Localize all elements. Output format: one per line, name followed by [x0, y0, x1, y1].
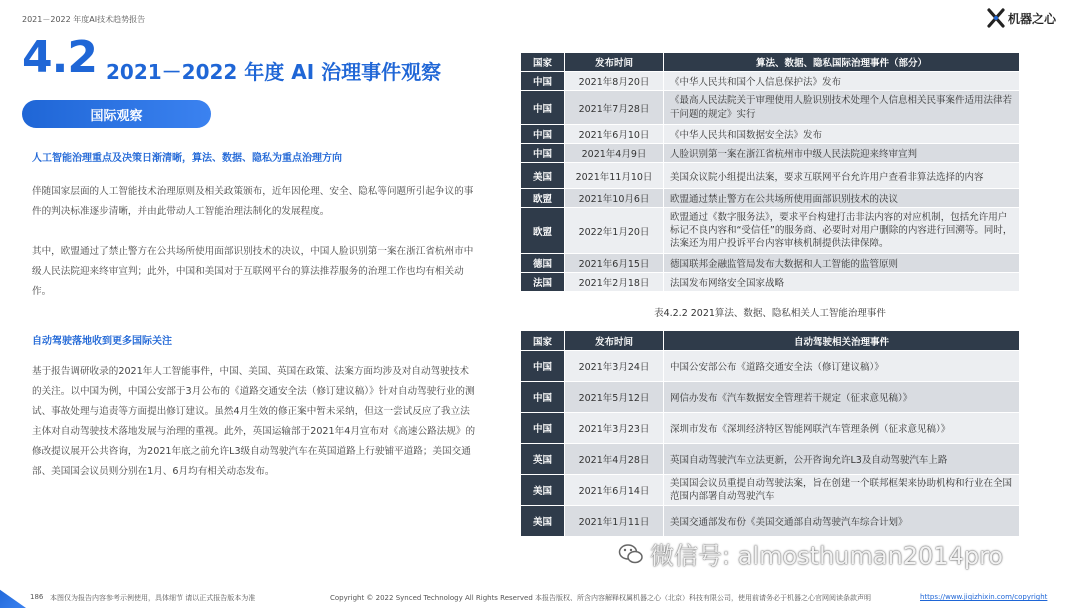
table-row: [521, 125, 1020, 144]
row-country: 法国: [521, 273, 565, 292]
paragraph-autonomous-driving: 基于报告调研收录的2021年人工智能事件，中国、美国、英国在政策、法案方面均涉及对自动驾驶技术的关注。以中国为例，中国公安部于3月公布的《道路交通安全法（修订建议稿）》针对自动驾驶行业的测试、事故处理与追责等方面提出修订建议。虽然4月生效的修正案中暂未采纳，但这一尝试反应了我立法主体对自动驾驶技术落地发展与治理的重视。此外，英国运输部于2021年4月宣布对《高速公路法规》的修改提议展开公共咨询，为2021年底之前允许L3级自动驾驶汽车在英国道路上行驶铺平道路；美国交通部、美国国会议员则分别在1月、6月均有相关动态发布。: [32, 366, 476, 477]
row-country: 中国: [521, 351, 565, 382]
table-row: [521, 351, 1020, 382]
watermark-text: 微信号: almosthuman2014pro: [650, 542, 1004, 570]
footer: [0, 590, 1080, 608]
row-country: 中国: [521, 144, 565, 163]
row-date: 2021年3月24日: [565, 351, 664, 382]
row-event: 美国交通部发布份《美国交通部自动驾驶汽车综合计划》: [664, 506, 1020, 537]
row-date: 2021年4月9日: [565, 144, 664, 163]
page-number: 186: [30, 593, 44, 601]
brand-x-icon: [987, 8, 1005, 28]
table-row: [521, 189, 1020, 208]
table-row: [521, 144, 1020, 163]
row-country: 美国: [521, 506, 565, 537]
table-row: [521, 273, 1020, 292]
table2-header-date: 发布时间: [565, 331, 664, 351]
row-event: 《中华人民共和国数据安全法》发布: [664, 125, 1020, 144]
table-row: [521, 475, 1020, 506]
row-date: 2021年7月28日: [565, 91, 664, 125]
table1-caption: 表4.2.2 2021算法、数据、隐私相关人工智能治理事件: [654, 308, 886, 319]
wechat-watermark: [618, 536, 1003, 571]
table-row: [521, 91, 1020, 125]
table-row: [521, 506, 1020, 537]
row-date: 2021年8月20日: [565, 72, 664, 91]
table-algorithm-data-privacy: [520, 52, 1020, 292]
table-row: [521, 382, 1020, 413]
row-event: 欧盟通过禁止警方在公共场所使用面部识别技术的决议: [664, 189, 1020, 208]
table-row: [521, 72, 1020, 91]
row-date: 2021年10月6日: [565, 189, 664, 208]
row-country: 欧盟: [521, 208, 565, 254]
row-event: 中国公安部公布《道路交通安全法（修订建议稿）》: [664, 351, 1020, 382]
row-date: 2021年1月11日: [565, 506, 664, 537]
row-date: 2022年1月20日: [565, 208, 664, 254]
row-event: 美国国会议员重提自动驾驶法案，旨在创建一个联邦框架来协助机构和行业在全国范围内部署自动驾驶汽车: [664, 475, 1020, 506]
row-country: 中国: [521, 413, 565, 444]
row-country: 欧盟: [521, 189, 565, 208]
heading-autonomous-driving: 自动驾驶落地收到更多国际关注: [32, 336, 172, 347]
row-country: 美国: [521, 475, 565, 506]
row-date: 2021年4月28日: [565, 444, 664, 475]
footer-note: 本图仅为报告内容参考示例使用，具体细节 请以正式报告版本为准: [50, 594, 256, 602]
footer-copyright: Copyright © 2022 Synced Technology All Rights Reserved 本报告版权、所含内容解释权属机器之心（北京）科技有限公司，使用前请务必于机器之心官网阅读条款声明: [330, 594, 871, 602]
table-row: [521, 254, 1020, 273]
row-event: 德国联邦金融监管局发布大数据和人工智能的监管原则: [664, 254, 1020, 273]
row-event: 英国自动驾驶汽车立法更新，公开咨询允许L3及自动驾驶汽车上路: [664, 444, 1020, 475]
row-country: 中国: [521, 72, 565, 91]
table1-header-country: 国家: [521, 53, 565, 72]
row-event: 人脸识别第一案在浙江省杭州市中级人民法院迎来终审宣判: [664, 144, 1020, 163]
row-country: 中国: [521, 125, 565, 144]
brand-logo: [987, 8, 1056, 28]
footer-decoration: [0, 582, 26, 608]
row-event: 深圳市发布《深圳经济特区智能网联汽车管理条例（征求意见稿）》: [664, 413, 1020, 444]
table1-header-date: 发布时间: [565, 53, 664, 72]
table1-header-event: 算法、数据、隐私国际治理事件（部分）: [664, 53, 1020, 72]
section-number: 4.2: [22, 32, 97, 83]
row-country: 德国: [521, 254, 565, 273]
row-event: 《最高人民法院关于审理使用人脸识别技术处理个人信息相关民事案件适用法律若干问题的规定》实行: [664, 91, 1020, 125]
paragraph-governance-events: 其中，欧盟通过了禁止警方在公共场所使用面部识别技术的决议，中国人脸识别第一案在浙江省杭州市中级人民法院迎来终审宣判；此外，中国和美国对于互联网平台的算法推荐服务的治理工作也均有相关动作。: [32, 246, 474, 297]
section-title: 2021－2022 年度 AI 治理事件观察: [106, 60, 442, 84]
row-date: 2021年5月12日: [565, 382, 664, 413]
paragraph-governance-intro: 伴随国家层面的人工智能技术治理原则及相关政策颁布，近年因伦理、安全、隐私等问题所引起争议的事件的判决标准逐步清晰，并由此带动人工智能治理法制化的发展程度。: [32, 186, 474, 217]
brand-name: 机器之心: [1007, 11, 1056, 26]
top-bar: [0, 0, 1080, 30]
table2-header-country: 国家: [521, 331, 565, 351]
row-country: 中国: [521, 91, 565, 125]
row-date: 2021年6月15日: [565, 254, 664, 273]
wechat-icon: [618, 541, 644, 567]
table-row: [521, 413, 1020, 444]
row-event: 欧盟通过《数字服务法》，要求平台构建打击非法内容的对应机制，包括允许用户标记不良内容和“受信任”的服务商、必要时对用户删除的内容进行回溯等。同时，法案还为用户投诉平台内容审核机制提供法律保障。: [664, 208, 1020, 254]
table-row: [521, 163, 1020, 189]
row-date: 2021年6月10日: [565, 125, 664, 144]
row-event: 网信办发布《汽车数据安全管理若干规定（征求意见稿）》: [664, 382, 1020, 413]
row-date: 2021年2月18日: [565, 273, 664, 292]
row-date: 2021年6月14日: [565, 475, 664, 506]
row-event: 法国发布网络安全国家战略: [664, 273, 1020, 292]
heading-governance-focus: 人工智能治理重点及决策日渐清晰，算法、数据、隐私为重点治理方向: [32, 153, 342, 164]
row-date: 2021年11月10日: [565, 163, 664, 189]
row-event: 美国众议院小组提出法案，要求互联网平台允许用户查看非算法选择的内容: [664, 163, 1020, 189]
table-autonomous-driving: [520, 330, 1020, 537]
international-observation-badge: 国际观察: [22, 100, 211, 128]
table2-header-event: 自动驾驶相关治理事件: [664, 331, 1020, 351]
table-row: [521, 444, 1020, 475]
table-row: [521, 208, 1020, 254]
row-event: 《中华人民共和国个人信息保护法》发布: [664, 72, 1020, 91]
row-country: 英国: [521, 444, 565, 475]
report-title: 2021－2022 年度AI技术趋势报告: [22, 15, 146, 24]
row-country: 中国: [521, 382, 565, 413]
copyright-link[interactable]: https://www.jiqizhixin.com/copyright: [920, 593, 1048, 601]
row-country: 美国: [521, 163, 565, 189]
row-date: 2021年3月23日: [565, 413, 664, 444]
